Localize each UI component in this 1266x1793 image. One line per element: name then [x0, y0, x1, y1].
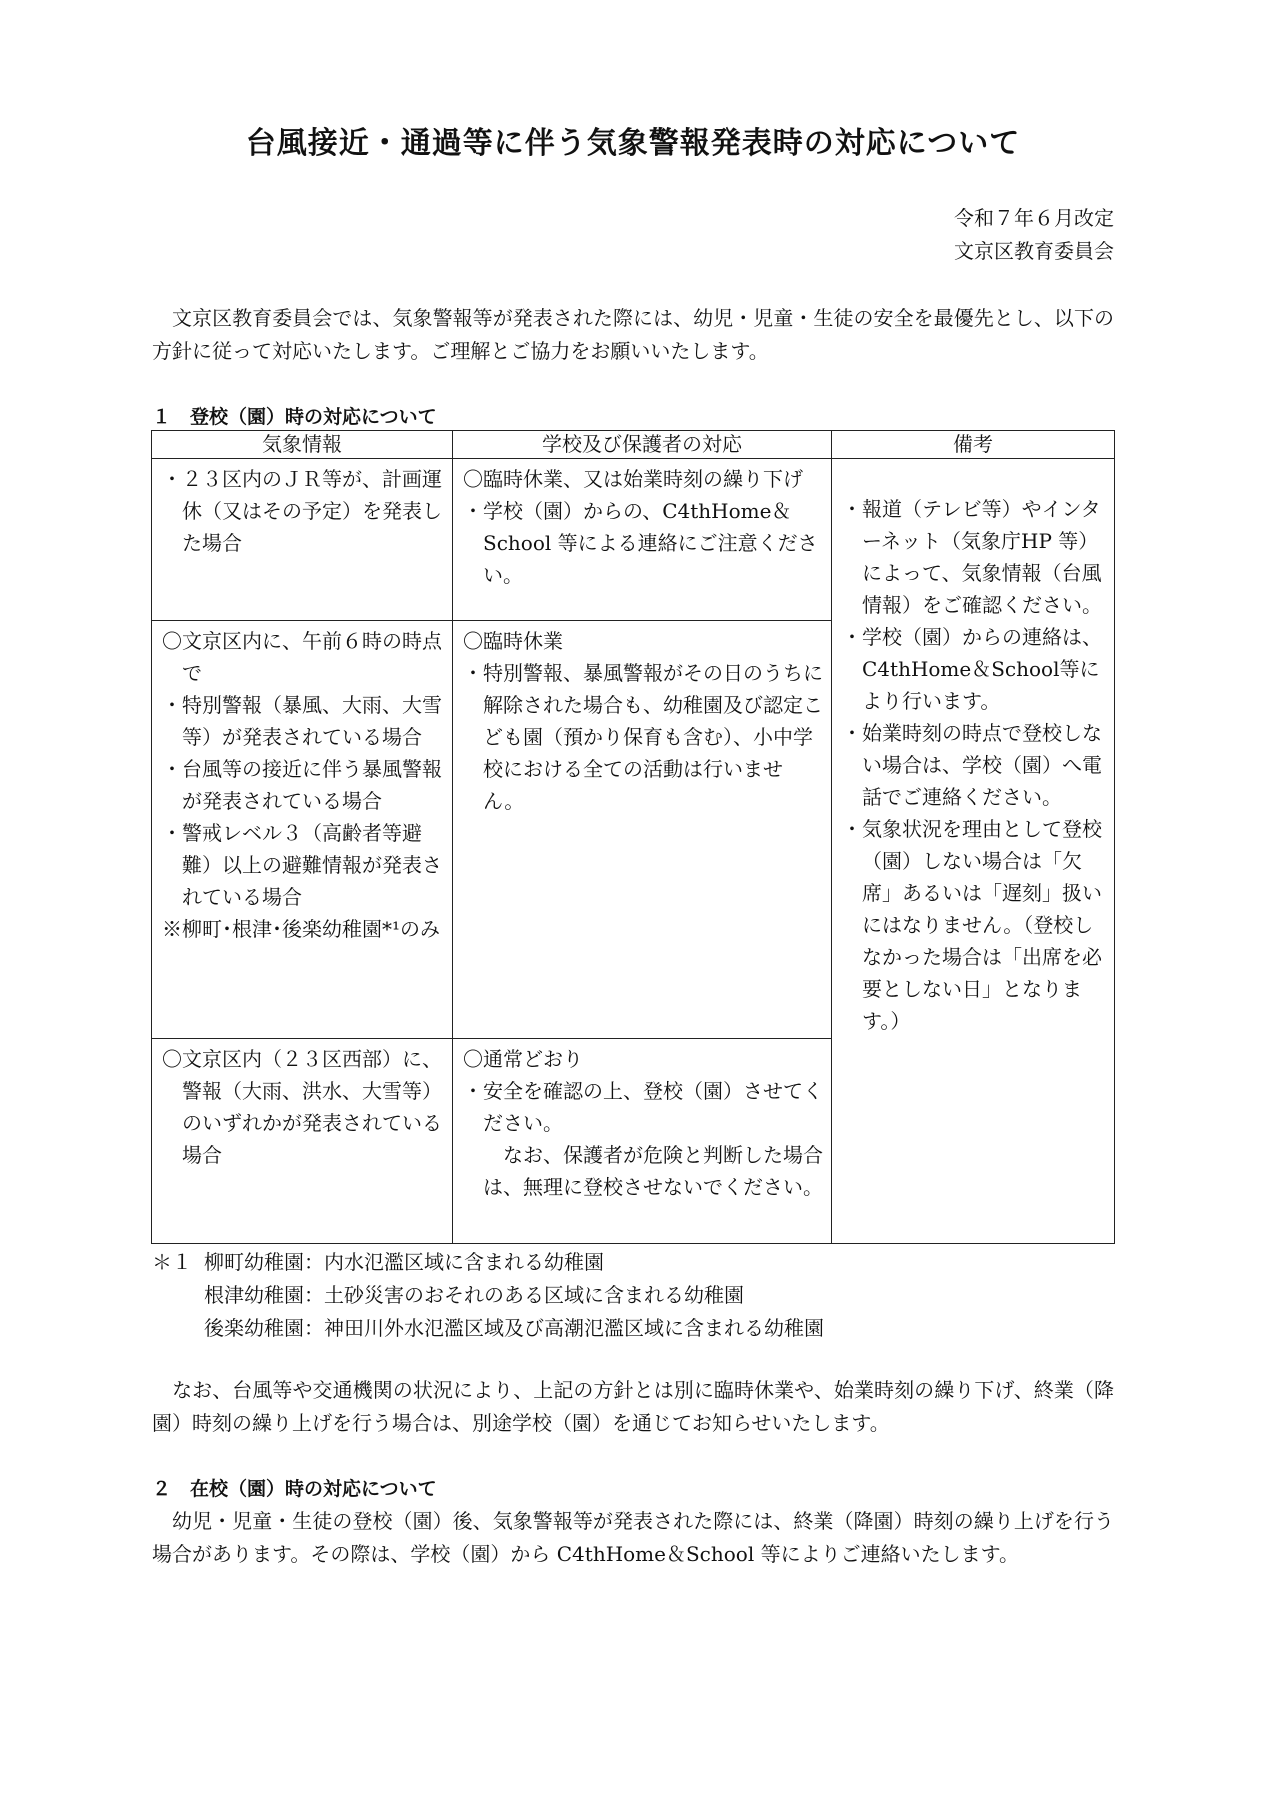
response-item: 〇臨時休業: [463, 629, 563, 653]
weather-item: ・２３区内のＪＲ等が、計画運休（又はその予定）を発表した場合: [162, 467, 442, 555]
section-2-paragraph: 幼児・児童・生徒の登校（園）後、気象警報等が発表された際には、終業（降園）時刻の繰り上げを行う場合があります。その際は、学校（園）から C4thHome＆School 等によりご連絡いたします。: [152, 1509, 1114, 1566]
section-1-heading: １ 登校（園）時の対応について: [152, 406, 437, 428]
weather-cell-3: [152, 1039, 453, 1244]
response-cell-2: [453, 621, 832, 1039]
weather-item: 〇文京区内（２３区西部）に、警報（大雨、洪水、大雪等）のいずれかが発表されている場合: [162, 1047, 442, 1167]
column-header-weather: 気象情報: [152, 431, 453, 459]
footnotes: [152, 1246, 824, 1345]
revision-date: 令和７年６月改定: [954, 206, 1114, 230]
weather-item: ・特別警報（暴風、大雨、大雪等）が発表されている場合: [162, 693, 442, 749]
weather-item: ・台風等の接近に伴う暴風警報が発表されている場合: [162, 757, 442, 813]
footnote-mark: ＊１: [152, 1250, 192, 1274]
note-item: ・学校（園）からの連絡は、C4thHome＆School等により行います。: [842, 625, 1102, 713]
response-item: 〇通常どおり: [463, 1047, 583, 1071]
response-item: なお、保護者が危険と判断した場合は、無理に登校させないでください。: [483, 1143, 823, 1199]
weather-item: ・警戒レベル３（高齢者等避難）以上の避難情報が発表されている場合: [162, 821, 442, 909]
table-header-row: [152, 431, 1115, 459]
column-header-notes: 備考: [832, 431, 1115, 459]
issuing-organization: 文京区教育委員会: [954, 239, 1114, 263]
response-item: ・学校（園）からの、C4thHome＆School 等による連絡にご注意ください。: [463, 499, 818, 587]
section-2-heading: ２ 在校（園）時の対応について: [152, 1478, 437, 1500]
arrival-response-table: [151, 430, 1115, 1244]
response-cell-3: [453, 1039, 832, 1244]
note-item: ・始業時刻の時点で登校しない場合は、学校（園）へ電話でご連絡ください。: [842, 721, 1102, 809]
response-item: ・特別警報、暴風警報がその日のうちに解除された場合も、幼稚園及び認定こども園（預かり保育も含む）、小中学校における全ての活動は行いません。: [463, 661, 823, 813]
response-item: 〇臨時休業、又は始業時刻の繰り下げ: [463, 467, 803, 491]
revision-info: [954, 202, 1114, 268]
note-item: ・報道（テレビ等）やインターネット（気象庁HP 等）によって、気象情報（台風情報）をご確認ください。: [842, 497, 1102, 617]
response-cell-1: [453, 459, 832, 621]
page-title: 台風接近・通過等に伴う気象警報発表時の対応について: [245, 126, 1021, 161]
footnote-line: 柳町幼稚園：内水氾濫区域に含まれる幼稚園: [204, 1250, 604, 1274]
notes-cell: [832, 459, 1115, 1244]
footnote-row: [152, 1279, 824, 1312]
footnote-row: [152, 1246, 824, 1279]
weather-cell-1: [152, 459, 453, 621]
note-item: ・気象状況を理由として登校（園）しない場合は「欠席」あるいは「遅刻」扱いにはなりません。（登校しなかった場合は「出席を必要としない日」となります。）: [842, 817, 1102, 1033]
intro-paragraph: 文京区教育委員会では、気象警報等が発表された際には、幼児・児童・生徒の安全を最優先とし、以下の方針に従って対応いたします。ご理解とご協力をお願いいたします。: [152, 306, 1114, 363]
weather-item: 〇文京区内に、午前６時の時点で: [162, 629, 442, 685]
table-row: [152, 459, 1115, 621]
footnote-row: [152, 1312, 824, 1345]
weather-cell-2: [152, 621, 453, 1039]
additional-note-paragraph: なお、台風等や交通機関の状況により、上記の方針とは別に臨時休業や、始業時刻の繰り下げ、終業（降園）時刻の繰り上げを行う場合は、別途学校（園）を通じてお知らせいたします。: [152, 1378, 1114, 1435]
weather-item: ※柳町･根津･後楽幼稚園*¹のみ: [162, 917, 441, 941]
footnote-line: 後楽幼稚園：神田川外水氾濫区域及び高潮氾濫区域に含まれる幼稚園: [204, 1316, 824, 1340]
response-item: ・安全を確認の上、登校（園）させてください。: [463, 1079, 823, 1135]
footnote-line: 根津幼稚園：土砂災害のおそれのある区域に含まれる幼稚園: [204, 1283, 744, 1307]
column-header-response: 学校及び保護者の対応: [453, 431, 832, 459]
